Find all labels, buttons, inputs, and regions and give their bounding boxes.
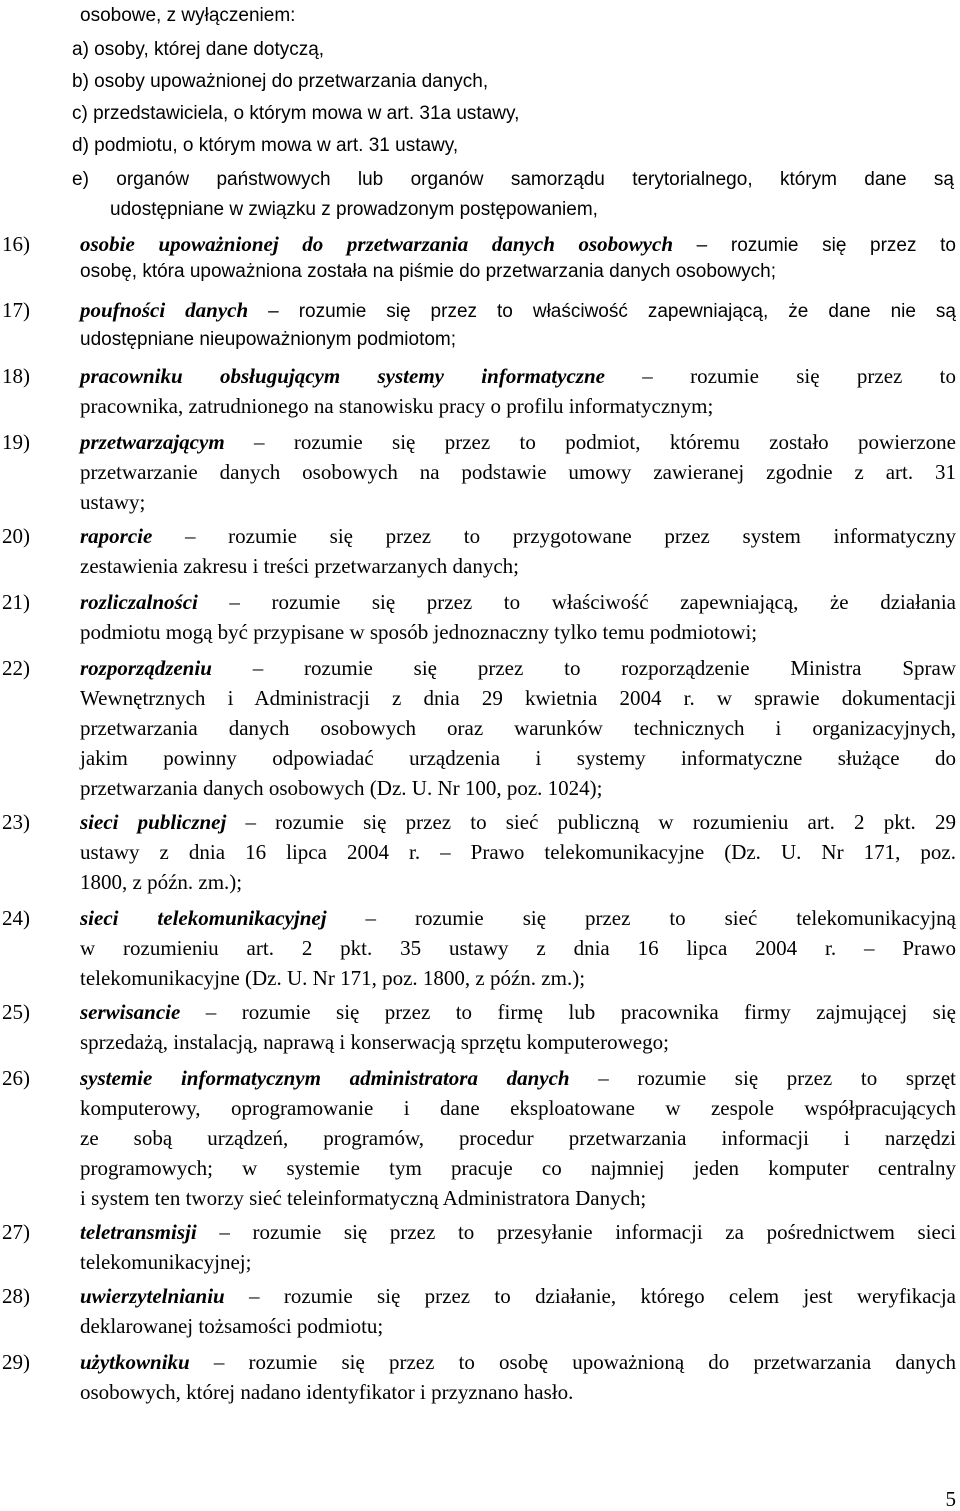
definition-19-line1 (80, 429, 956, 455)
definition-term: raporcie (80, 524, 153, 548)
definition-term: serwisancie (80, 1000, 181, 1024)
definition-22-line2: Wewnętrznych i Administracji z dnia 29 kwietnia 2004 r. w sprawie dokumentacji (80, 686, 956, 710)
definition-term: poufności danych (80, 298, 249, 322)
definition-18-line1 (80, 363, 956, 389)
page-number: 5 (945, 1487, 956, 1511)
definition-24-line2: w rozumieniu art. 2 pkt. 35 ustawy z dnia 16 lipca 2004 r. – Prawo (80, 936, 956, 960)
definition-19-line3: ustawy; (80, 490, 146, 514)
definition-text: – rozumie się przez to przygotowane przez system informatyczny (152, 524, 956, 548)
definition-21-line1 (80, 589, 956, 615)
definition-term: użytkowniku (80, 1350, 190, 1374)
definition-text: – rozumie się przez to rozporządzenie Ministra Spraw (211, 656, 956, 680)
intro-item-c: c) przedstawiciela, o którym mowa w art. 31a ustawy, (72, 103, 520, 124)
intro-item-e-line1: e) organów państwowych lub organów samorządu terytorialnego, którym dane są (72, 169, 954, 190)
definition-number: 29) (2, 1350, 30, 1374)
definition-21-line2: podmiotu mogą być przypisane w sposób jednoznaczny tylko temu podmiotowi; (80, 620, 758, 644)
definition-text: – rozumie się przez to właściwość zapewniającą, że działania (197, 590, 956, 614)
definition-number: 23) (2, 810, 30, 834)
definition-number: 17) (2, 298, 30, 322)
definition-16-line2: osobę, która upoważniona została na piśmie do przetwarzania danych osobowych; (80, 261, 777, 282)
definition-text: – rozumie się przez to (604, 364, 956, 388)
definition-26-line2: komputerowy, oprogramowanie i dane eksploatowane w zespole współpracujących (80, 1096, 956, 1120)
definition-26-line1 (80, 1065, 956, 1091)
definition-29-line2: osobowych, której nadano identyfikator i przyznano hasło. (80, 1380, 574, 1404)
definition-22-line5: przetwarzania danych osobowych (Dz. U. Nr 100, poz. 1024); (80, 776, 603, 800)
intro-item-d: d) podmiotu, o którym mowa w art. 31 ustawy, (72, 135, 459, 156)
definition-23-line1 (80, 809, 956, 835)
definition-text: – rozumie się przez to właściwość zapewniającą, że dane nie są (248, 301, 956, 322)
definition-term: teletransmisji (80, 1220, 197, 1244)
definition-27-line1 (80, 1219, 956, 1245)
definition-28-line1 (80, 1283, 956, 1309)
definition-28-line2: deklarowanej tożsamości podmiotu; (80, 1314, 384, 1338)
definition-text: – rozumie się przez to (673, 235, 956, 256)
definition-24-line3: telekomunikacyjne (Dz. U. Nr 171, poz. 1800, z późn. zm.); (80, 966, 586, 990)
intro-item-e-line2: udostępniane w związku z prowadzonym postępowaniem, (110, 199, 598, 220)
definition-term: rozporządzeniu (80, 656, 212, 680)
definition-16-line1 (80, 231, 956, 259)
definition-number: 20) (2, 524, 30, 548)
definition-term: pracowniku obsługującym systemy informatyczne (80, 364, 605, 388)
definition-22-line4: jakim powinny odpowiadać urządzenia i systemy informatyczne służące do (80, 746, 956, 770)
intro-line: osobowe, z wyłączeniem: (80, 5, 296, 26)
definition-number: 27) (2, 1220, 30, 1244)
definition-number: 28) (2, 1284, 30, 1308)
definition-number: 21) (2, 590, 30, 614)
definition-text: – rozumie się przez to firmę lub pracownika firmy zajmującej się (180, 1000, 956, 1024)
definition-23-line3: 1800, z późn. zm.); (80, 870, 243, 894)
definition-25-line2: sprzedażą, instalacją, naprawą i konserwacją sprzętu komputerowego; (80, 1030, 669, 1054)
definition-23-line2: ustawy z dnia 16 lipca 2004 r. – Prawo telekomunikacyjne (Dz. U. Nr 171, poz. (80, 840, 956, 864)
definition-number: 24) (2, 906, 30, 930)
definition-22-line1 (80, 655, 956, 681)
definition-text: – rozumie się przez to sprzęt (569, 1066, 956, 1090)
intro-item-a: a) osoby, której dane dotyczą, (72, 39, 325, 60)
definition-term: sieci telekomunikacyjnej (80, 906, 327, 930)
intro-item-b: b) osoby upoważnionej do przetwarzania danych, (72, 71, 489, 92)
definition-26-line5: i system ten tworzy sieć teleinformatyczną Administratora Danych; (80, 1186, 647, 1210)
definition-20-line2: zestawienia zakresu i treści przetwarzanych danych; (80, 554, 520, 578)
definition-number: 16) (2, 232, 30, 256)
definition-17-line1 (80, 297, 956, 325)
definition-text: – rozumie się przez to osobę upoważnioną do przetwarzania danych (189, 1350, 956, 1374)
definition-number: 26) (2, 1066, 30, 1090)
definition-text: – rozumie się przez to sieć telekomunikacyjną (326, 906, 956, 930)
definition-number: 18) (2, 364, 30, 388)
definition-text: – rozumie się przez to przesyłanie informacji za pośrednictwem sieci (196, 1220, 956, 1244)
definition-number: 25) (2, 1000, 30, 1024)
definition-term: rozliczalności (80, 590, 198, 614)
definition-24-line1 (80, 905, 956, 931)
definition-term: uwierzytelnianiu (80, 1284, 225, 1308)
definition-17-line2: udostępniane nieupoważnionym podmiotom; (80, 329, 457, 350)
definition-term: sieci publicznej (80, 810, 227, 834)
definition-18-line2: pracownika, zatrudnionego na stanowisku pracy o profilu informatycznym; (80, 394, 714, 418)
definition-19-line2: przetwarzanie danych osobowych na podstawie umowy zawieranej zgodnie z art. 31 (80, 460, 956, 484)
definition-20-line1 (80, 523, 956, 549)
definition-25-line1 (80, 999, 956, 1025)
definition-text: – rozumie się przez to podmiot, któremu zostało powierzone (224, 430, 956, 454)
definition-27-line2: telekomunikacyjnej; (80, 1250, 252, 1274)
definition-29-line1 (80, 1349, 956, 1375)
definition-term: systemie informatycznym administratora danych (80, 1066, 570, 1090)
definition-26-line3: ze sobą urządzeń, programów, procedur przetwarzania informacji i narzędzi (80, 1126, 956, 1150)
definition-text: – rozumie się przez to sieć publiczną w rozumieniu art. 2 pkt. 29 (226, 810, 956, 834)
definition-22-line3: przetwarzania danych osobowych oraz warunków technicznych i organizacyjnych, (80, 716, 956, 740)
definition-text: – rozumie się przez to działanie, którego celem jest weryfikacja (224, 1284, 956, 1308)
definition-number: 19) (2, 430, 30, 454)
definition-term: osobie upoważnionej do przetwarzania danych osobowych (80, 232, 674, 256)
definition-number: 22) (2, 656, 30, 680)
definition-term: przetwarzającym (80, 430, 225, 454)
definition-26-line4: programowych; w systemie tym pracuje co najmniej jeden komputer centralny (80, 1156, 956, 1180)
